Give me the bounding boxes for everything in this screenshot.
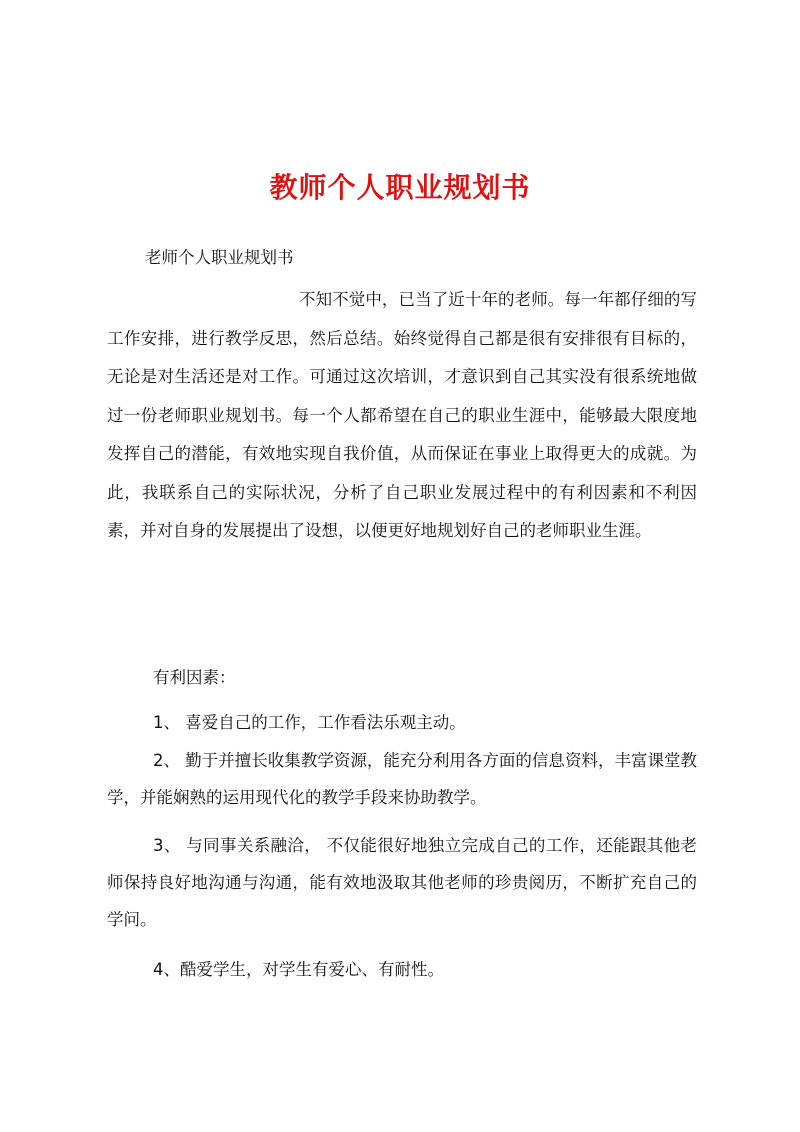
intro-paragraph: 不知不觉中，已当了近十年的老师。每一年都仔细的写工作安排，进行教学反思，然后总结。始终觉得自己都是很有安排很有目标的，无论是对生活还是对工作。可通过这次培训，才意识到自己其实没有很系统地做过一份老师职业规划书。每一个人都希望在自己的职业生涯中，能够最大限度地发挥自己的潜能，有效地实现自我价值，从而保证在事业上取得更大的成就。为此，我联系自己的实际状况，分析了自己职业发展过程中的有利因素和不利因素，并对自身的发展提出了设想，以便更好地规划好自己的老师职业生涯。 (107, 290, 697, 540)
document-title: 教师个人职业规划书 (269, 171, 531, 204)
factor-item-2: 2、 勤于并擅长收集教学资源，能充分利用各方面的信息资料，丰富课堂教学，并能娴熟的运用现代化的教学手段来协助教学。 (107, 751, 697, 807)
factor-item-3: 3、 与同事关系融洽， 不仅能很好地独立完成自己的工作，还能跟其他老师保持良好地沟通与沟通，能有效地汲取其他老师的珍贵阅历，不断扩充自己的学问。 (107, 836, 697, 929)
factor-item-4: 4、酷爱学生，对学生有爱心、有耐性。 (153, 960, 444, 979)
document-subtitle: 老师个人职业规划书 (145, 248, 294, 267)
favorable-factors-heading: 有利因素： (153, 668, 236, 687)
factor-item-1: 1、 喜爱自己的工作，工作看法乐观主动。 (153, 713, 466, 732)
